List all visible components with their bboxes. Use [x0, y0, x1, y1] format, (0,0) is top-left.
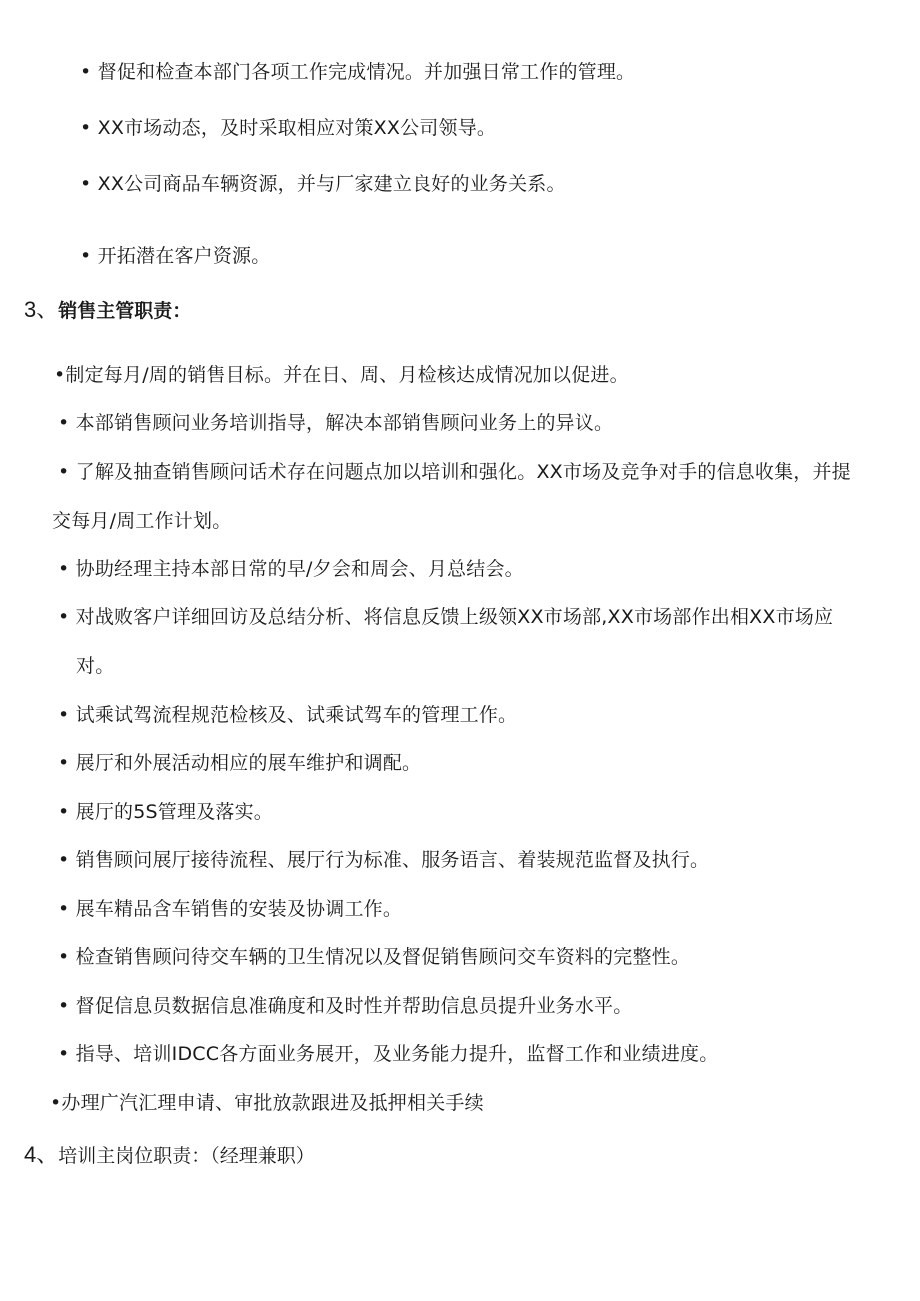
duty-item-11: • 检查销售顾问待交车辆的卫生情况以及督促销售顾问交车资料的完整性。 [58, 946, 691, 968]
duty-item-4: • 协助经理主持本部日常的早/夕会和周会、月总结会。 [58, 558, 524, 580]
duty-item-13: • 指导、培训IDCC各方面业务展开，及业务能力提升，监督工作和业绩进度。 [58, 1043, 719, 1065]
intro-item-3: • XX公司商品车辆资源，并与厂家建立良好的业务关系。 [80, 173, 566, 195]
duty-item-2: • 本部销售顾问业务培训指导，解决本部销售顾问业务上的异议。 [58, 412, 614, 434]
intro-item-2: • XX市场动态，及时采取相应对策XX公司领导。 [80, 117, 497, 139]
duty-item-3-cont: 交每月/周工作计划。 [52, 510, 232, 532]
duty-item-7: • 展厅和外展活动相应的展车维护和调配。 [58, 752, 422, 774]
duty-item-5-cont: 对。 [76, 655, 115, 677]
section-3-title: 销售主管职责： [58, 300, 192, 322]
duty-item-8: • 展厅的5S管理及落实。 [58, 801, 273, 823]
duty-item-6: • 试乘试驾流程规范检核及、试乘试驾车的管理工作。 [58, 704, 518, 726]
intro-item-1: • 督促和检查本部门各项工作完成情况。并加强日常工作的管理。 [80, 61, 636, 83]
section-4-title: 培训主岗位职责：（经理兼职） [58, 1145, 315, 1167]
duty-item-5: • 对战败客户详细回访及总结分析、将信息反馈上级领XX市场部,XX市场部作出相XX市场应 [58, 606, 834, 628]
duty-item-10: • 展车精品含车销售的安装及协调工作。 [58, 898, 403, 920]
duty-item-9: • 销售顾问展厅接待流程、展厅行为标准、服务语言、着装规范监督及执行。 [58, 849, 710, 871]
duty-item-12: • 督促信息员数据信息准确度和及时性并帮助信息员提升业务水平。 [58, 995, 633, 1017]
duty-item-3: • 了解及抽查销售顾问话术存在问题点加以培训和强化。XX市场及竞争对手的信息收集，并提 [58, 461, 851, 483]
section-4-number: 4、 [24, 1142, 59, 1167]
intro-item-4: • 开拓潜在客户资源。 [80, 245, 271, 267]
section-3-number: 3、 [24, 297, 59, 322]
section-3-heading [24, 297, 191, 324]
section-4-heading [24, 1142, 315, 1169]
duty-item-14: •办理广汽汇理申请、审批放款跟进及抵押相关手续 [50, 1092, 484, 1114]
duty-item-1: •制定每月/周的销售目标。并在日、周、月检核达成情况加以促进。 [54, 364, 629, 386]
